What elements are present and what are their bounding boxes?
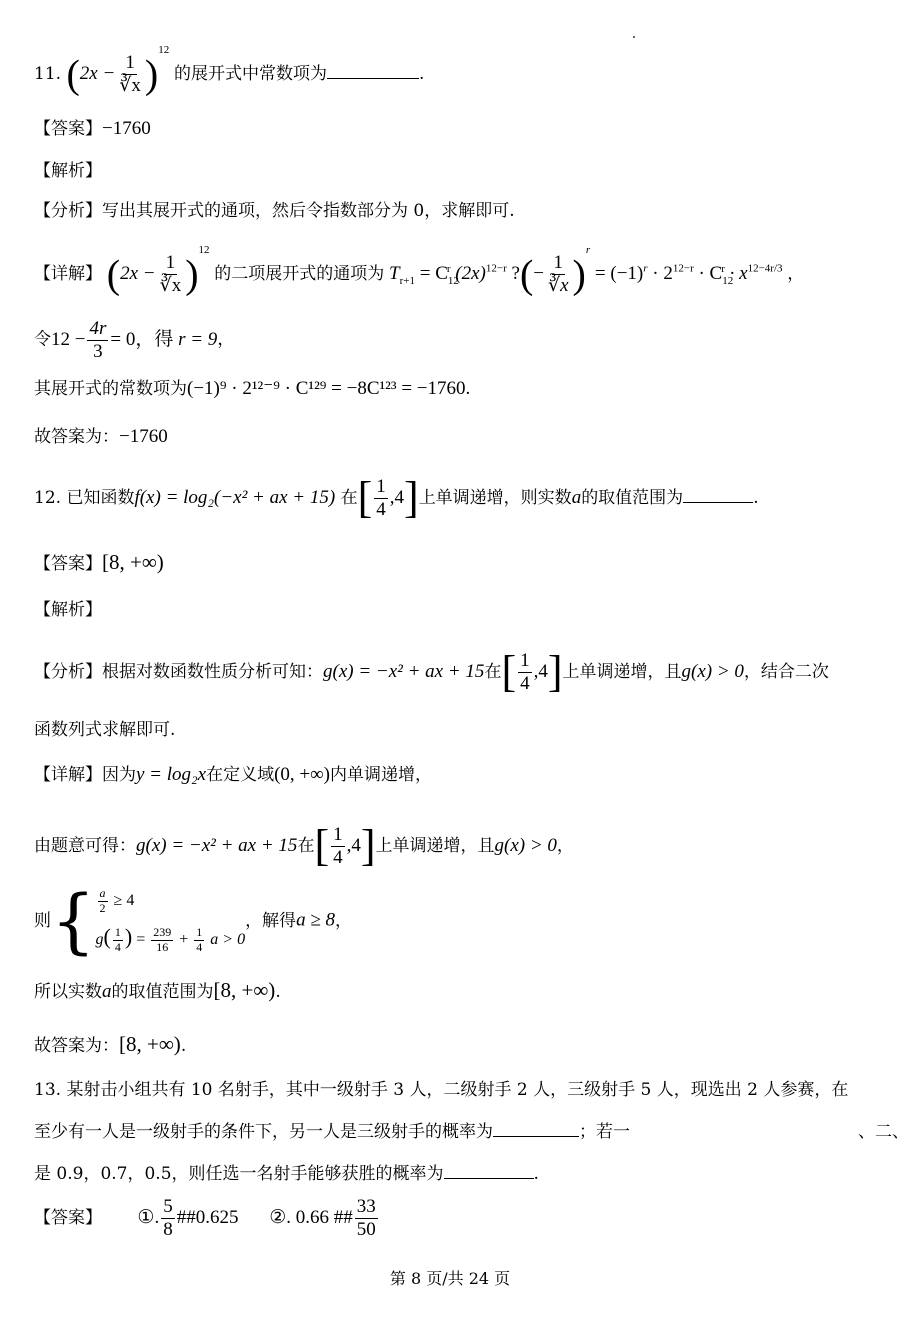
q12-statement: 12. 已知函数f(x) = log₂(−x² + ax + 15) 在[ $\frac{1}{4}$ ,4]上单调递增，则实数a的取值范围为 . [34, 473, 759, 522]
q11-detail: 【详解】 (2x − $\frac{1}{∛x}$ )$^{12}$ 的二项展开式的通项为 $T_{r+1} = C_{12}^r$ $(2x)^{12-r}$ ?(− $\frac{1}{∛x}$ )$^r = (-1)^r \cdot 2^{12-r} \cdot C_{12}^r \cdot x^{12-4r/3}$ ， [34, 244, 805, 297]
detail-label: 【详解】 [34, 264, 102, 284]
exponent: 12 [158, 44, 170, 56]
analysis-label: 【分析】 [34, 201, 102, 221]
answer-blank [493, 1135, 579, 1137]
q13-line1: 13. 某射击小组共有 10 名射手，其中一级射手 3 人，二级射手 2 人，三级射手 5 人，现选出 2 人参赛，在 [34, 1080, 849, 1100]
q11-let: 令12 − $\frac{4r}{3}$ = 0，得 r = 9， [34, 318, 235, 362]
scan-speck [633, 36, 635, 38]
q12-detail: 【详解】因为y = log₂x在定义域(0, +∞)内单调递增， [34, 764, 432, 785]
page-footer: 第 8 页/共 24 页 [389, 1269, 511, 1288]
answer-value: −1760 [102, 118, 151, 139]
q12-answer: 【答案】[8, +∞) [34, 550, 164, 574]
q11-statement: 11. (2x − $\frac{1}{∛x}$ )$^{12}$ 的展开式中常数项为 . [34, 44, 425, 97]
answer-blank [444, 1177, 534, 1179]
analysis-heading: 【解析】 [34, 161, 102, 181]
answer-blank [327, 77, 419, 79]
detail-text: 的二项展开式的通项为 [214, 264, 385, 284]
expr: 2x − [79, 63, 116, 84]
analysis-text-line2: 函数列式求解即可. [34, 720, 176, 740]
analysis-text: 写出其展开式的通项，然后令指数部分为 0，求解即可. [102, 201, 515, 221]
answer-blank [683, 501, 753, 503]
answer-label: 【答案】 [34, 119, 102, 139]
fraction: $\frac{1}{∛x}$ [119, 52, 141, 97]
q12-analysis: 【分析】根据对数函数性质分析可知：g(x) = −x² + ax + 15在[ $\frac{1}{4}$ ,4]上单调递增，且g(x) > 0，结合二次 [34, 647, 829, 696]
q13-line2: 至少有一人是一级射手的条件下，另一人是三级射手的概率为 ；若一 [34, 1122, 630, 1142]
q12-system: 则{ $\frac{a}{2}$ ≥ 4 g( $\frac{1}{4}$ ) = $\frac{239}{16}$ + $\frac{1}{4}$ a > 0 ，解得a ≥ 8， [34, 880, 352, 962]
analysis-heading: 【解析】 [34, 600, 102, 620]
q12-given: 由题意可得：g(x) = −x² + ax + 15在[ $\frac{1}{4}$ ,4]上单调递增，且g(x) > 0， [34, 821, 574, 870]
q11-final: 故答案为：−1760 [34, 426, 168, 447]
q11-constant-term: 其展开式的常数项为(−1)⁹ · 2¹²⁻⁹ · C¹²⁹ = −8C¹²³ = −1760. [34, 378, 471, 399]
q11-answer [34, 118, 151, 141]
q13-line3: 是 0.9，0.7，0.5，则任选一名射手能够获胜的概率为 . [34, 1164, 539, 1184]
q13-answer: 【答案】 ①. $\frac{5}{8}$ ##0.625 ②. 0.66 ## $\frac{33}{50}$ [34, 1196, 376, 1240]
q12-final: 故答案为：[8, +∞). [34, 1032, 187, 1056]
q12-range: 所以实数a的取值范围为[8, +∞). [34, 978, 281, 1002]
question-number: 11. [34, 64, 62, 84]
q11-analysis [34, 201, 515, 221]
q13-line2-tail: 、二、 [858, 1122, 909, 1142]
question-text: 的展开式中常数项为 [173, 64, 327, 84]
